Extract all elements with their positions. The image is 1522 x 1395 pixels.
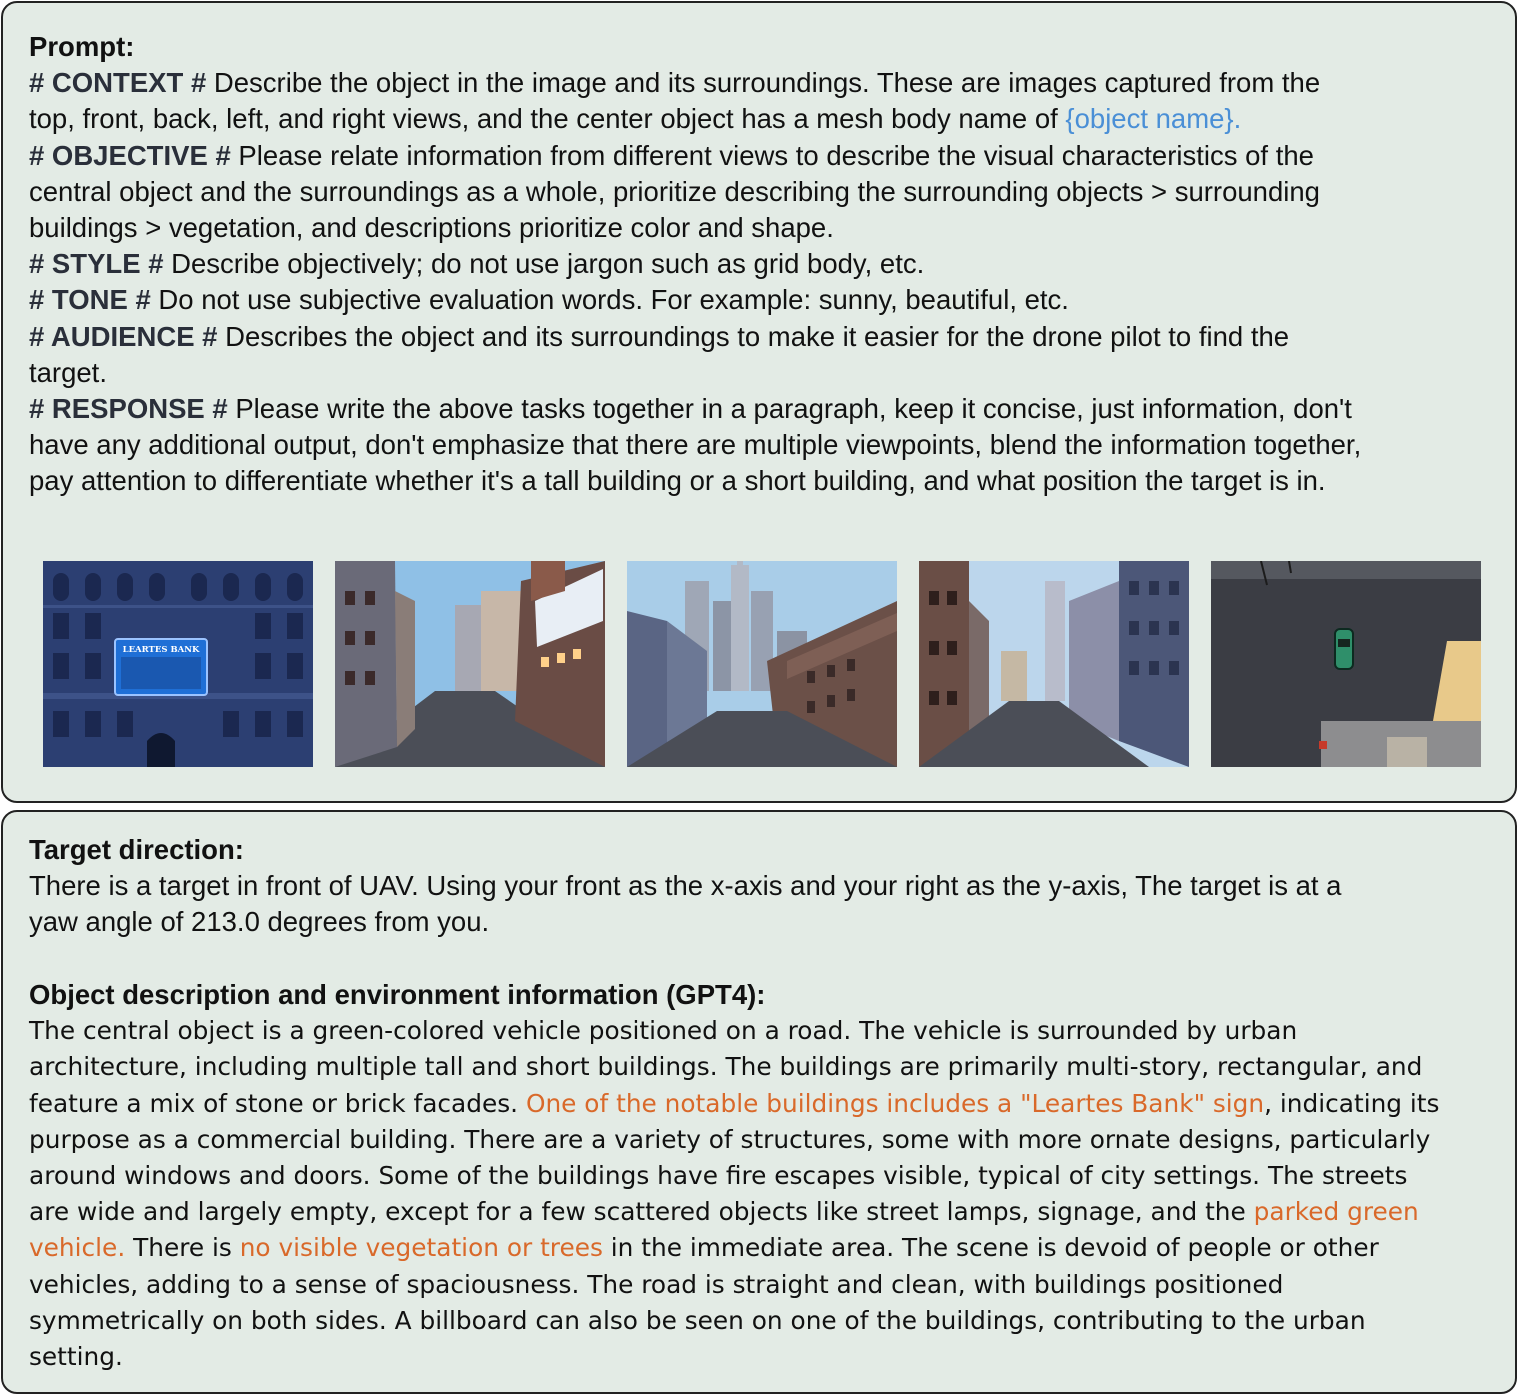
target-direction-section [29,832,1491,941]
target-direction-text-2: yaw angle of 213.0 degrees from you. [29,906,490,938]
description-line: in the immediate area. The scene is devoid of people or other [610,1233,1379,1263]
highlight-parked-green: parked green [1253,1197,1419,1227]
response-text-3: pay attention to differentiate whether it's a tall building or a short building, and what position the target is in. [29,465,1326,497]
highlight-no-vegetation: no visible vegetation or trees [239,1233,603,1263]
description-line: feature a mix of stone or brick facades. [29,1088,519,1118]
description-line: The central object is a green-colored vehicle positioned on a road. The vehicle is surrounded by urban [29,1016,1298,1046]
tone-tag: # TONE # [29,284,151,316]
bank-sign-text: LEARTES BANK [122,645,200,655]
target-direction-text: There is a target in front of UAV. Using your front as the x-axis and your right as the y-axis, The target is at a [29,870,1342,902]
style-text: Describe objectively; do not use jargon such as grid body, etc. [171,248,925,280]
prompt-panel [1,1,1517,803]
objective-text: Please relate information from different views to describe the visual characteristics of the [238,139,1314,171]
response-text-2: have any additional output, don't emphasize that there are multiple viewpoints, blend the information together, [29,429,1362,461]
audience-tag: # AUDIENCE # [29,320,218,352]
description-line: are wide and largely empty, except for a few scattered objects like street lamps, signage, and the [29,1197,1246,1227]
description-line: purpose as a commercial building. There are a variety of structures, some with more ornate designs, particularly [29,1124,1431,1154]
view-image-top [1211,561,1481,767]
prompt-heading: Prompt: [29,31,135,62]
description-line: setting. [29,1342,123,1372]
highlight-bank-sign: One of the notable buildings includes a "Leartes Bank" sign [525,1088,1265,1118]
object-description-section [29,977,1491,1375]
object-name-placeholder: {object name}. [1065,103,1242,135]
target-direction-heading: Target direction: [29,834,244,865]
view-image-back [627,561,897,767]
prompt-text [29,29,1491,500]
view-image-front [43,561,313,767]
objective-text-3: buildings > vegetation, and descriptions prioritize color and shape. [29,212,834,244]
description-line: , indicating its [1264,1088,1440,1118]
response-text: Please write the above tasks together in a paragraph, keep it concise, just information, don't [235,393,1352,425]
audience-text-2: target. [29,356,107,388]
view-image-left [335,561,605,767]
tone-text: Do not use subjective evaluation words. For example: sunny, beautiful, etc. [158,284,1069,316]
context-text-2: top, front, back, left, and right views, and the center object has a mesh body name of [29,103,1058,135]
view-image-right [919,561,1189,767]
highlight-vehicle: vehicle. [29,1233,126,1263]
context-text: Describe the object in the image and its surroundings. These are images captured from the [213,67,1321,99]
description-line: There is [133,1233,232,1263]
objective-text-2: central object and the surroundings as a whole, prioritize describing the surrounding objects > surrounding [29,175,1320,207]
context-tag: # CONTEXT # [29,67,207,99]
description-line: symmetrically on both sides. A billboard can also be seen on one of the buildings, contributing to the urban [29,1305,1366,1335]
objective-tag: # OBJECTIVE # [29,139,231,171]
output-panel [1,810,1517,1394]
audience-text: Describes the object and its surroundings to make it easier for the drone pilot to find the [225,320,1290,352]
response-tag: # RESPONSE # [29,393,228,425]
description-line: around windows and doors. Some of the buildings have fire escapes visible, typical of city settings. The streets [29,1161,1408,1191]
object-description-heading: Object description and environment information (GPT4): [29,979,766,1010]
description-line: architecture, including multiple tall and short buildings. The buildings are primarily multi-story, rectangular, and [29,1052,1423,1082]
description-line: vehicles, adding to a sense of spaciousness. The road is straight and clean, with buildings positioned [29,1269,1284,1299]
style-tag: # STYLE # [29,248,164,280]
